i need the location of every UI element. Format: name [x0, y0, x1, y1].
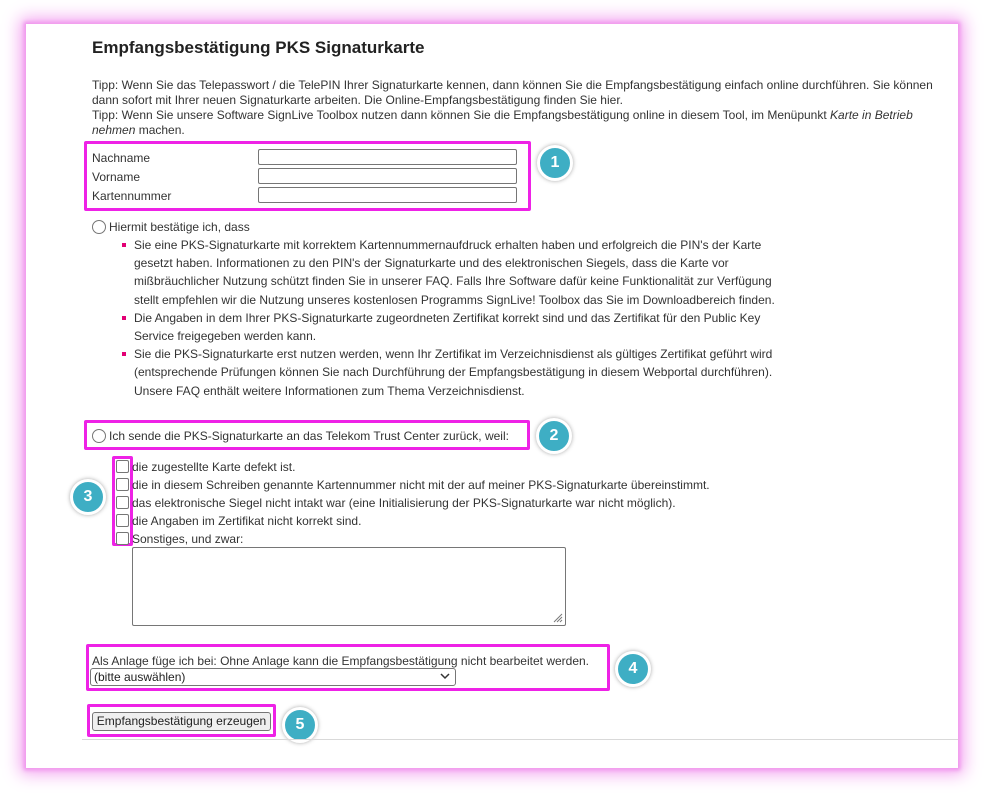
reason-zertifikat-checkbox[interactable]	[116, 514, 129, 527]
reason-siegel-label: das elektronische Siegel nicht intakt war (eine Initialisierung der PKS-Signaturkarte war nicht möglich).	[132, 496, 676, 510]
vorname-label: Vorname	[92, 170, 141, 184]
list-item: Die Angaben in dem Ihrer PKS-Signaturkarte zugeordneten Zertifikat korrekt sind und das Zertifikat für den Public Key Service freigegeben werden kann.	[122, 309, 782, 345]
nachname-input[interactable]	[258, 149, 517, 165]
chevron-down-icon	[440, 672, 450, 680]
page	[26, 24, 958, 768]
anlage-select[interactable]	[90, 668, 456, 686]
tip-online: Tipp: Wenn Sie das Telepasswort / die TelePIN Ihrer Signaturkarte kennen, dann können Sie die Empfangsbestätigung einfach online durchführen. Sie können dann sofort mit Ihrer neuen Signaturkarte arbeiten. Die Online-Empfangsbestätigung finden Sie hier.	[92, 78, 933, 107]
reason-kartennummer-label: die in diesem Schreiben genannte Kartennummer nicht mit der auf meiner PKS-Signaturkarte übereinstimmt.	[132, 478, 710, 492]
return-radio[interactable]	[92, 429, 106, 443]
kartennummer-input[interactable]	[258, 187, 517, 203]
reason-kartennummer-checkbox[interactable]	[116, 478, 129, 491]
reason-sonstiges-checkbox[interactable]	[116, 532, 129, 545]
badge-4: 4	[615, 651, 651, 687]
page-title: Empfangsbestätigung PKS Signaturkarte	[92, 38, 425, 57]
reason-defekt-label: die zugestellte Karte defekt ist.	[132, 460, 296, 474]
anlage-select-value: (bitte auswählen)	[94, 670, 186, 684]
reason-defekt-checkbox[interactable]	[116, 460, 129, 473]
return-radio-label: Ich sende die PKS-Signaturkarte an das Telekom Trust Center zurück, weil:	[109, 429, 509, 443]
kartennummer-label: Kartennummer	[92, 189, 172, 203]
badge-5: 5	[282, 707, 318, 743]
anlage-label: Als Anlage füge ich bei: Ohne Anlage kann die Empfangsbestätigung nicht bearbeitet werden.	[92, 654, 590, 668]
reason-sonstiges-label: Sonstiges, und zwar:	[132, 532, 244, 546]
confirm-bullet-list	[122, 236, 782, 400]
generate-confirmation-button[interactable]: Empfangsbestätigung erzeugen	[92, 712, 271, 731]
screenshot-frame	[26, 24, 958, 768]
confirm-radio[interactable]	[92, 220, 106, 234]
vorname-input[interactable]	[258, 168, 517, 184]
resize-grip-icon[interactable]	[553, 613, 563, 623]
tips	[92, 78, 952, 138]
sonstiges-textarea[interactable]	[132, 547, 566, 626]
badge-3: 3	[70, 479, 106, 515]
reason-zertifikat-label: die Angaben im Zertifikat nicht korrekt sind.	[132, 514, 362, 528]
divider	[82, 739, 958, 740]
reason-siegel-checkbox[interactable]	[116, 496, 129, 509]
badge-1: 1	[537, 145, 573, 181]
nachname-label: Nachname	[92, 151, 151, 165]
list-item: Sie die PKS-Signaturkarte erst nutzen werden, wenn Ihr Zertifikat im Verzeichnisdienst als gültiges Zertifikat geführt wird (entsprechende Prüfungen können Sie nach Durchführung der Empfangsbestätigung in diesem Webportal durchführen). Unsere FAQ enthält weitere Informationen zum Thema Verzeichnisdienst.	[122, 345, 782, 400]
tip-signlive: Tipp: Wenn Sie unsere Software SignLive Toolbox nutzen dann können Sie die Empfangsbestätigung online in diesem Tool, im Menüpunkt Karte in Betrieb nehmen machen.	[92, 108, 913, 137]
confirm-radio-label: Hiermit bestätige ich, dass	[109, 220, 250, 234]
list-item: Sie eine PKS-Signaturkarte mit korrektem Kartennummernaufdruck erhalten haben und erfolgreich die PIN's der Karte gesetzt haben. Informationen zu den PIN's der Signaturkarte und des elektronischen Siegels, dass die Karte vor mißbräuchlicher Nutzung schützt finden Sie in unserer FAQ. Falls Ihre Software dafür keine Funktionalität zur Verfügung stellt empfehlen wir die Nutzung unseres kostenlosen Programms SignLive! Toolbox das Sie im Downloadbereich finden.	[122, 236, 782, 309]
badge-2: 2	[536, 418, 572, 454]
